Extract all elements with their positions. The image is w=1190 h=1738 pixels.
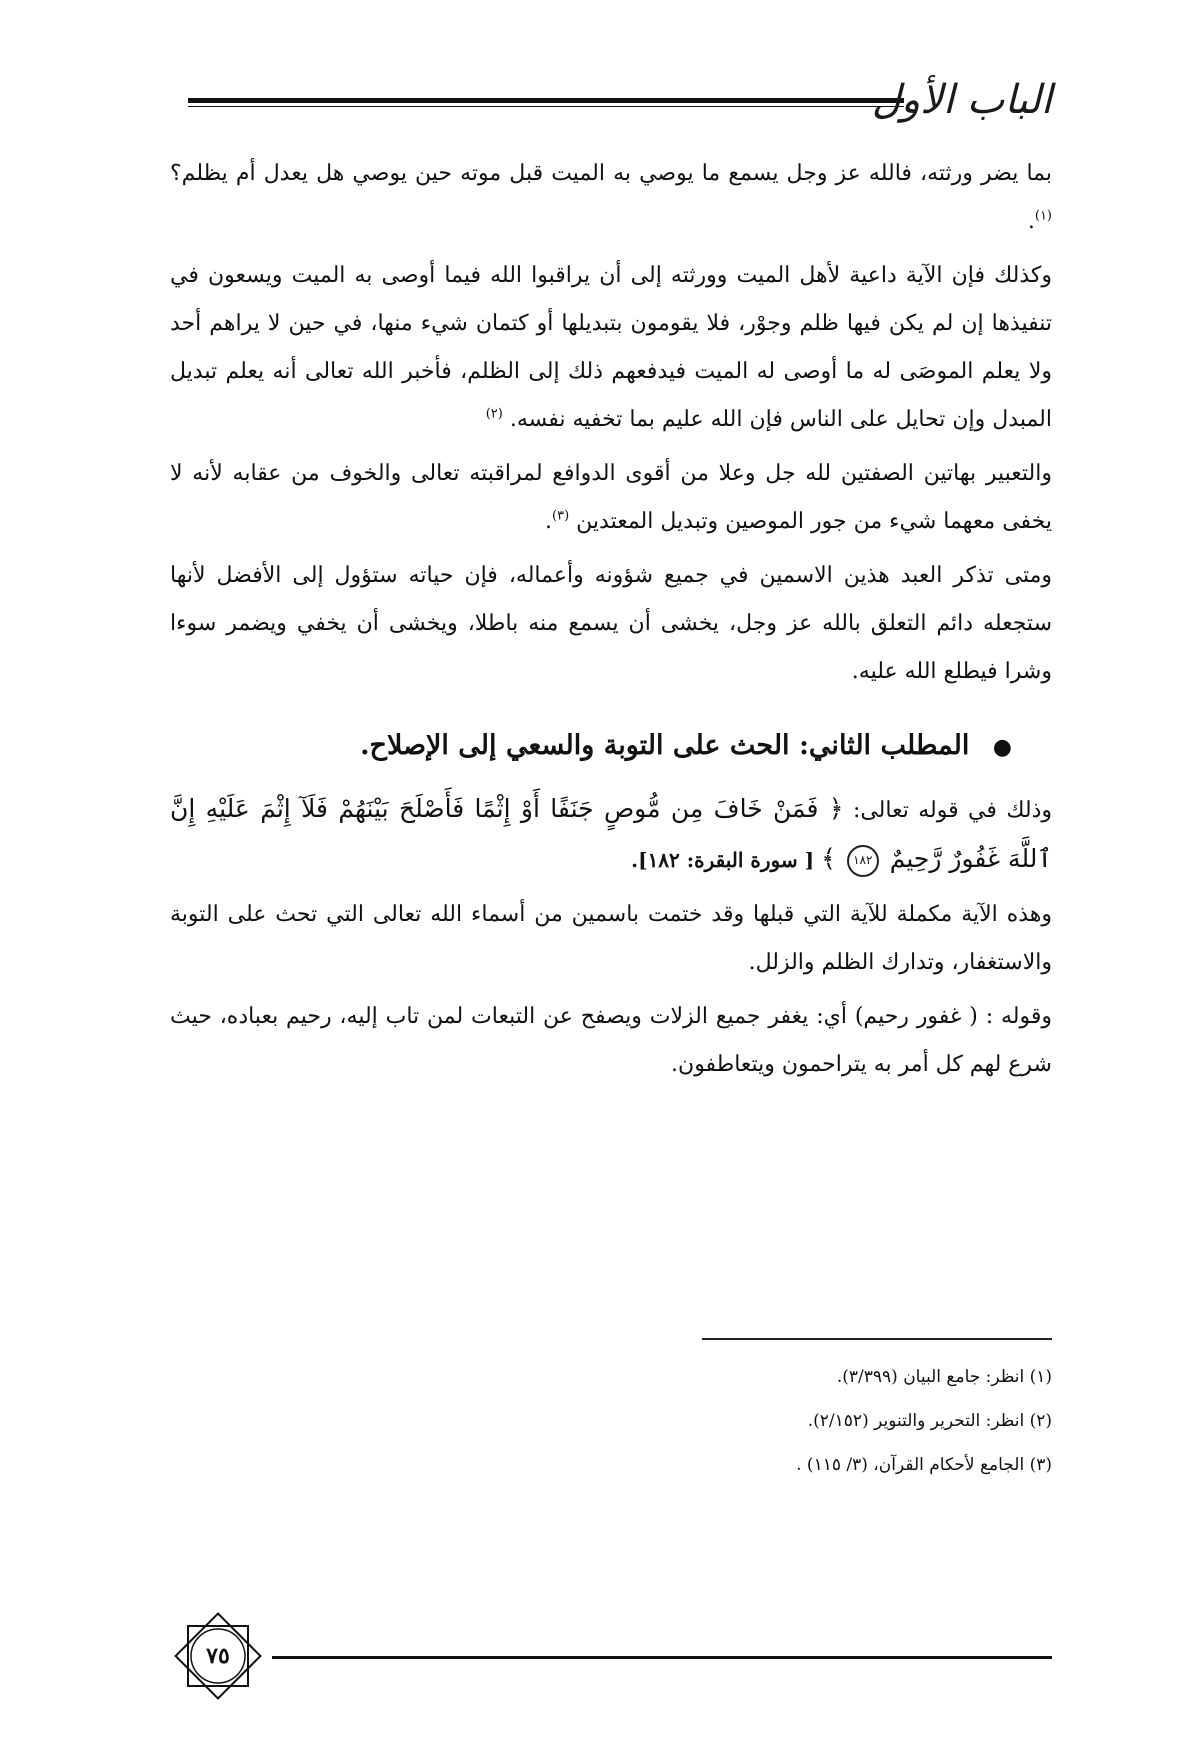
paragraph-3-text: والتعبير بهاتين الصفتين لله جل وعلا من أقوى الدوافع لمراقبته تعالى والخوف من عقابه لأنه لا يخفى معهما شيء من جور الموصين وتبديل المعتدين [170,461,1052,534]
section-heading [170,718,1012,775]
quran-verse: ﴿ فَمَنْ خَافَ مِن مُّوصٍ جَنَفًا أَوْ إِثْمًا فَأَصْلَحَ بَيْنَهُمْ فَلَآ إِثْمَ عَلَيْهِ إِنَّ ٱللَّهَ غَفُورٌ رَّحِيمٌ [170,794,1052,873]
paragraph-2-text: وكذلك فإن الآية داعية لأهل الميت وورثته إلى أن يراقبوا الله فيما أوصى به الميت ويسعون في تنفيذها إن لم يكن فيها ظلم وجوْر، فلا يقومون بتبديلها أو كتمان شيء منها، في حين لا يراهم أحد ولا يعلم الموصَى له ما أوصى له الميت فيدفعهم ذلك إلى الظلم، فأخبر الله تعالى أنه يعلم تبديل المبدل وإن تحايل على الناس فإن الله عليم بما تخفيه نفسه. [170,263,1052,432]
ayah-number-icon: ١٨٢ [847,845,879,877]
main-text [170,150,1052,1095]
footnote-separator [702,1338,1052,1340]
footnotes [560,1355,1052,1487]
bullet-icon: ● [992,734,1012,760]
verse-close-bracket: ﴾ [821,844,836,873]
paragraph-6-text: وهذه الآية مكملة للآية التي قبلها وقد ختمت باسمين من أسماء الله تعالى التي تحث على التوبة والاستغفار، وتدارك الظلم والزلل. [170,902,1052,975]
footnote-1: (١) انظر: جامع البيان (٣/٣٩٩). [836,1367,1052,1387]
page-number-ornament [158,1596,278,1716]
paragraph-7 [170,993,1052,1089]
verse-reference: [ سورة البقرة: ١٨٢]. [631,848,815,872]
paragraph-1-text: بما يضر ورثته، فالله عز وجل يسمع ما يوصي به الميت قبل موته حين يوصي هل يعدل أم يظلم؟ [170,161,1052,186]
header-rule [188,98,904,107]
paragraph-4 [170,552,1052,696]
paragraph-5 [170,785,1052,885]
page-number: ٧٥ [206,1643,230,1669]
section-heading-text: المطلب الثاني: الحث على التوبة والسعي إلى الإصلاح. [360,730,970,761]
footnote-2: (٢) انظر: التحرير والتنوير (٢/١٥٢). [807,1411,1052,1431]
paragraph-2 [170,252,1052,444]
paragraph-1: بما يضر ورثته، فالله عز وجل يسمع ما يوصي به الميت قبل موته حين يوصي هل يعدل أم يظلم؟ $^{(١)}$. [170,161,1052,234]
header-title: الباب الأول [871,77,1052,123]
running-header [188,70,1052,130]
paragraph-6 [170,891,1052,987]
footnote-ref-2[interactable]: (٢) [485,406,503,422]
paragraph-3: والتعبير بهاتين الصفتين لله جل وعلا من أقوى الدوافع لمراقبته تعالى والخوف من عقابه لأنه لا يخفى معهما شيء من جور الموصين وتبديل المعتدين $^{(٣)}$. [170,461,1052,534]
paragraph-4-text: ومتى تذكر العبد هذين الاسمين في جميع شؤونه وأعماله، فإن حياته ستؤول إلى الأفضل لأنها ستجعله دائم التعلق بالله عز وجل، يخشى أن يسمع منه باطلا، ويخشى أن يخفي ويضمر سوءا وشرا فيطلع الله عليه. [170,563,1052,684]
footnote-3: (٣) الجامع لأحكام القرآن، (٣/ ١١٥) . [796,1455,1052,1475]
footer-rule [272,1656,1052,1659]
footnote-ref-1[interactable]: (١) [1034,208,1052,224]
paragraph-7-text: وقوله : ( غفور رحيم) أي: يغفر جميع الزلات ويصفح عن التبعات لمن تاب إليه، رحيم بعباده، حيث شرع لهم كل أمر به يتراحمون ويتعاطفون. [170,1004,1052,1077]
footnote-ref-3[interactable]: (٣) [552,508,570,524]
paragraph-5-intro: وذلك في قوله تعالى: [852,798,1053,823]
